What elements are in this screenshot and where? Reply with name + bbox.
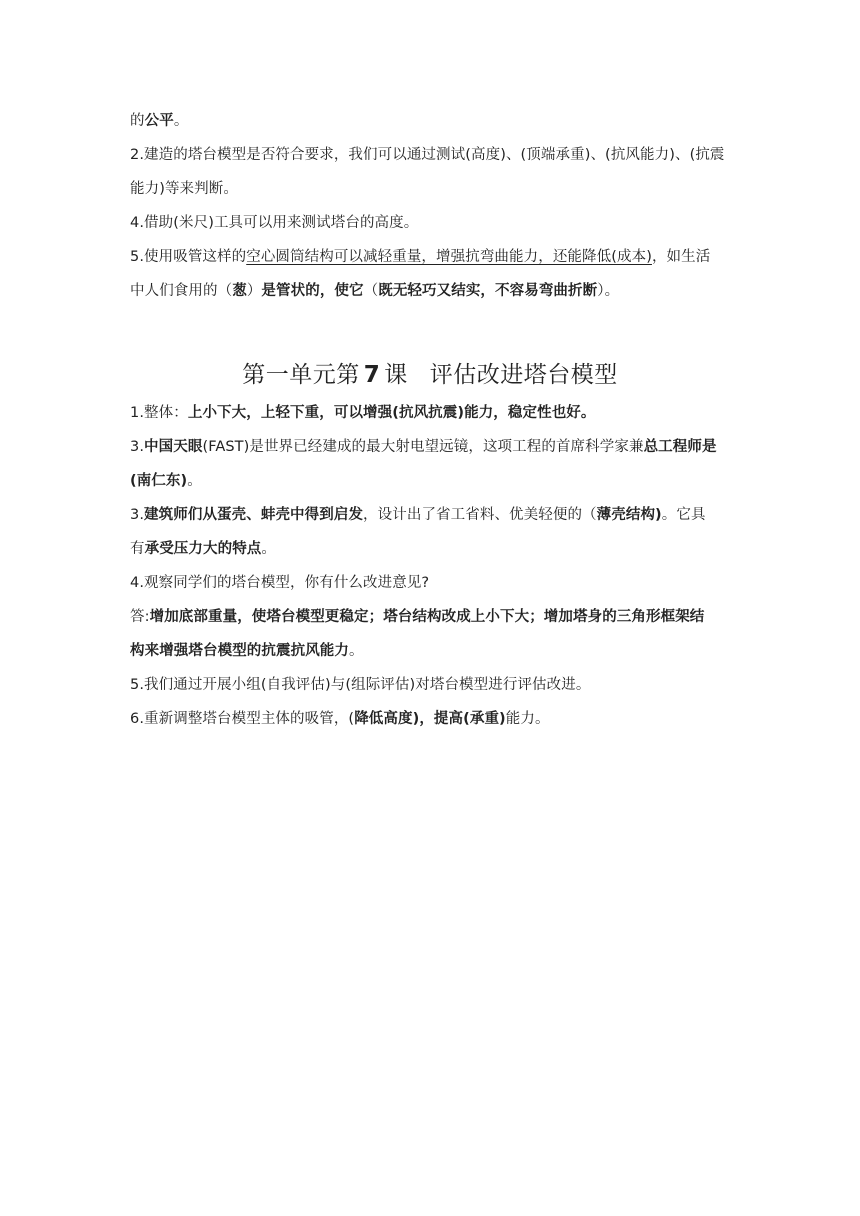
- heading-lesson-word: 课: [384, 362, 408, 388]
- paragraph-line-overall: [130, 403, 730, 423]
- paragraph-line-testing-cont: [130, 179, 730, 199]
- underlined-text-span: 空心圆筒结构可以减轻重量，增强抗弯曲能力，还能降低(成本): [246, 249, 652, 265]
- bold-text-span: 降低高度)，提高(承重): [354, 711, 506, 727]
- bold-text-span: 上小下大，上轻下重，可以增强(抗风抗震)能力，稳定性也好。: [187, 405, 596, 421]
- text-span: 6.重新调整塔台模型主体的吸管，(: [130, 711, 355, 727]
- paragraph-line-evaluation: [130, 675, 730, 695]
- text-span: 。: [187, 473, 202, 489]
- text-span: ，设计出了省工省料、优美轻便的（: [363, 507, 597, 523]
- paragraph-line-scallion: [130, 281, 730, 301]
- bold-text-span: 葱: [232, 283, 247, 299]
- text-span: ）: [246, 283, 262, 299]
- paragraph-line-architects-cont: [130, 539, 730, 559]
- text-span: 1.整体：: [130, 405, 188, 421]
- text-span: （: [363, 283, 379, 299]
- text-span: 能力)等来判断。: [130, 181, 238, 197]
- paragraph-line-testing: [130, 145, 730, 165]
- heading-unit-text: 第一单元第: [242, 362, 360, 388]
- paragraph-line-fast: [130, 437, 730, 457]
- text-span: 能力。: [505, 711, 550, 727]
- bold-text-span: 增加底部重量，使塔台模型更稳定；塔台结构改成上小下大；增加塔身的三角形框架结: [149, 609, 705, 625]
- text-span: 有: [130, 541, 145, 557]
- text-span: 的: [130, 113, 145, 129]
- bold-text-span: 公平: [144, 113, 174, 129]
- text-span: 5.我们通过开展小组(自我评估)与(组际评估)对塔台模型进行评估改进。: [130, 677, 591, 693]
- text-span: 。: [173, 113, 189, 129]
- heading-title: 评估改进塔台模型: [429, 362, 618, 388]
- bold-text-span: 既无轻巧又结实，不容易弯曲折断: [378, 283, 598, 299]
- text-span: (FAST)是世界已经建成的最大射电望远镜，这项工程的首席科学家兼: [202, 439, 644, 455]
- paragraph-line-straw: [130, 247, 730, 267]
- text-span: 。它具: [661, 507, 706, 523]
- bold-text-span: 建筑师们从蛋壳、蚌壳中得到启发: [144, 507, 364, 523]
- paragraph-line-answer-cont: [130, 641, 730, 661]
- paragraph-line-adjust: [130, 709, 730, 729]
- bold-text-span: (南仁东): [130, 473, 188, 489]
- text-span: 。: [349, 643, 364, 659]
- bold-text-span: 薄壳结构): [596, 507, 662, 523]
- paragraph-line-answer: [130, 607, 730, 627]
- paragraph-line-ruler: [130, 213, 730, 233]
- text-span: 5.使用吸管这样的: [130, 249, 247, 265]
- text-span: 3.: [130, 507, 145, 523]
- paragraph-line-architects: [130, 505, 730, 525]
- paragraph-line-fairness: [130, 111, 730, 131]
- bold-text-span: 总工程师是: [643, 439, 717, 455]
- bold-text-span: 是管状的，使它: [261, 283, 364, 299]
- text-span: 3.: [130, 439, 145, 455]
- bold-text-span: 承受压力大的特点: [144, 541, 262, 557]
- heading-lesson-number: 7: [363, 362, 381, 388]
- text-span: 4.观察同学们的塔台模型，你有什么改进意见?: [130, 575, 430, 591]
- text-span: 2.建造的塔台模型是否符合要求，我们可以通过测试(高度)、(顶端承重)、(抗风能力)、(抗震: [130, 147, 725, 163]
- bold-text-span: 中国天眼: [144, 439, 203, 455]
- text-span: 。: [261, 541, 277, 557]
- paragraph-line-fast-cont: [130, 471, 730, 491]
- text-span: 中人们食用的（: [130, 283, 233, 299]
- text-span: ，如生活: [651, 249, 711, 265]
- bold-text-span: 构来增强塔台模型的抗震抗风能力: [130, 643, 349, 659]
- text-span: 4.借助(米尺)工具可以用来测试塔台的高度。: [130, 215, 419, 231]
- paragraph-line-question: [130, 573, 730, 593]
- text-span: ）。: [597, 283, 620, 299]
- lesson-heading: [0, 360, 860, 390]
- text-span: 答:: [130, 609, 150, 625]
